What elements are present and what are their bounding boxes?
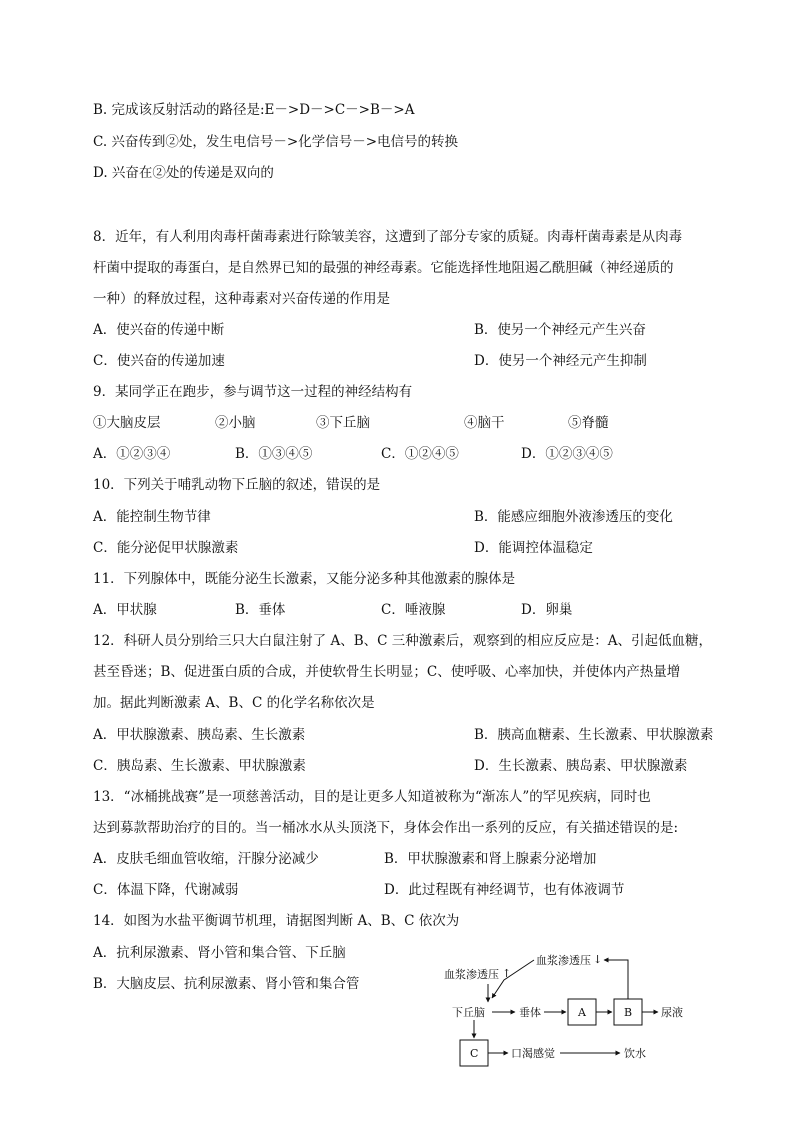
q8-option-row-2 [93, 352, 647, 370]
q9-item-4: ④脑干 [464, 415, 505, 431]
arrow-b-to-top-osmotic [604, 960, 628, 999]
q11-stem: 11．下列腺体中，既能分泌生长激素，又能分泌多种其他激素的腺体是 [93, 571, 516, 587]
plasma-osmotic-top-label: 血浆渗透压 [536, 954, 591, 967]
q12-option-d: D．生长激素、胰岛素、甲状腺激素 [474, 758, 688, 774]
q10-option-a: A．能控制生物节律 [93, 509, 211, 525]
q8-option-b: B．使另一个神经元产生兴奋 [474, 322, 646, 338]
box-a-label: A [578, 1006, 586, 1019]
q12-option-row-2 [93, 757, 688, 775]
q7-option-d: D. 兴奋在②处的传递是双向的 [93, 165, 274, 181]
q10-option-d: D．能调控体温稳定 [474, 540, 593, 556]
q14-option-a: A．抗利尿激素、肾小管和集合管、下丘脑 [93, 945, 346, 961]
q8-option-row-1 [93, 321, 646, 339]
q9-stem: 9．某同学正在跑步，参与调节这一过程的神经结构有 [93, 384, 413, 400]
q12-stem-line-2: 甚至昏迷；B、促进蛋白质的合成，并使软骨生长明显；C、使呼吸、心率加快，并使体内产热量增 [93, 664, 681, 680]
q12-stem-line-1: 12．科研人员分别给三只大白鼠注射了 A、B、C 三种激素后，观察到的相应反应是：A、引起低血糖， [93, 633, 713, 649]
q8-stem-line-2: 杆菌中提取的毒蛋白，是自然界已知的最强的神经毒素。它能选择性地阻遏乙酰胆碱（神经递质的 [93, 260, 674, 276]
q9-item-5: ⑤脊髓 [568, 415, 609, 431]
q10-option-b: B．能感应细胞外液渗透压的变化 [474, 509, 673, 525]
q13-stem-line-1: 13．“冰桶挑战赛”是一项慈善活动，目的是让更多人知道被称为“渐冻人”的罕见疾病，同时也 [93, 789, 651, 805]
q11-options-row [93, 601, 693, 619]
q14-option-b: B．大脑皮层、抗利尿激素、肾小管和集合管 [93, 976, 360, 992]
q9-item-2: ②小脑 [215, 415, 256, 431]
q12-option-row-1 [93, 726, 714, 744]
q11-option-c: C．唾液腺 [381, 602, 446, 618]
up-arrow-symbol: ↑ [502, 967, 512, 980]
q9-option-c: C．①②④⑤ [381, 446, 459, 462]
q11-option-d: D．卵巢 [521, 602, 573, 618]
q13-option-b: B．甲状腺激素和肾上腺素分泌增加 [384, 851, 597, 867]
q14-stem: 14．如图为水盐平衡调节机理，请据图判断 A、B、C 依次为 [93, 913, 460, 929]
q8-option-a: A．使兴奋的传递中断 [93, 322, 225, 338]
q13-option-d: D．此过程既有神经调节，也有体液调节 [384, 882, 625, 898]
q9-options-row [93, 445, 693, 463]
q10-option-row-1 [93, 508, 673, 526]
q12-stem-line-3: 加。据此判断激素 A、B、C 的化学名称依次是 [93, 695, 375, 711]
q8-option-c: C．使兴奋的传递加速 [93, 353, 225, 369]
q13-option-c: C．体温下降，代谢减弱 [93, 882, 239, 898]
q11-option-a: A．甲状腺 [93, 602, 157, 618]
q9-option-b: B．①③④⑤ [235, 446, 313, 462]
q13-option-row-1 [93, 850, 597, 868]
hypothalamus-label: 下丘脑 [452, 1006, 485, 1019]
q8-stem-line-1: 8．近年，有人利用肉毒杆菌毒素进行除皱美容，这遭到了部分专家的质疑。肉毒杆菌毒素是从肉毒 [93, 229, 683, 245]
q9-option-d: D．①②③④⑤ [521, 446, 613, 462]
thirst-label: 口渴感觉 [511, 1047, 555, 1060]
water-salt-balance-diagram [430, 950, 730, 1080]
q11-option-b: B．垂体 [235, 602, 286, 618]
q9-item-3: ③下丘脑 [316, 415, 370, 431]
urine-label: 尿液 [661, 1006, 683, 1019]
q13-stem-line-2: 达到募款帮助治疗的目的。当一桶冰水从头顶浇下，身体会作出一系列的反应，有关描述错误的是: [93, 820, 679, 836]
q10-option-c: C．能分泌促甲状腺激素 [93, 540, 239, 556]
q9-option-a: A．①②③④ [93, 446, 171, 462]
box-c-label: C [470, 1047, 479, 1060]
q10-stem: 10．下列关于哺乳动物下丘脑的叙述，错误的是 [93, 477, 381, 493]
q9-items-row [93, 414, 693, 432]
drinking-label: 饮水 [624, 1047, 646, 1060]
box-b-label: B [624, 1006, 633, 1019]
q7-option-b: B. 完成该反射活动的路径是:E－>D－>C－>B－>A [93, 102, 415, 118]
plasma-osmotic-left-label: 血浆渗透压 [444, 968, 499, 981]
down-arrow-symbol: ↓ [593, 953, 603, 966]
q10-option-row-2 [93, 539, 593, 557]
pituitary-label: 垂体 [519, 1006, 541, 1019]
q12-option-a: A．甲状腺激素、胰岛素、生长激素 [93, 727, 306, 743]
q8-option-d: D．使另一个神经元产生抑制 [474, 353, 647, 369]
q13-option-row-2 [93, 881, 625, 899]
q13-option-a: A．皮肤毛细血管收缩，汗腺分泌减少 [93, 851, 319, 867]
q9-item-1: ①大脑皮层 [93, 415, 161, 431]
q12-option-b: B．胰高血糖素、生长激素、甲状腺激素 [474, 727, 714, 743]
q8-stem-line-3: 一种）的释放过程，这种毒素对兴奋传递的作用是 [93, 291, 390, 307]
q12-option-c: C．胰岛素、生长激素、甲状腺激素 [93, 758, 306, 774]
q7-option-c: C. 兴奋传到②处，发生电信号－>化学信号－>电信号的转换 [93, 134, 459, 150]
